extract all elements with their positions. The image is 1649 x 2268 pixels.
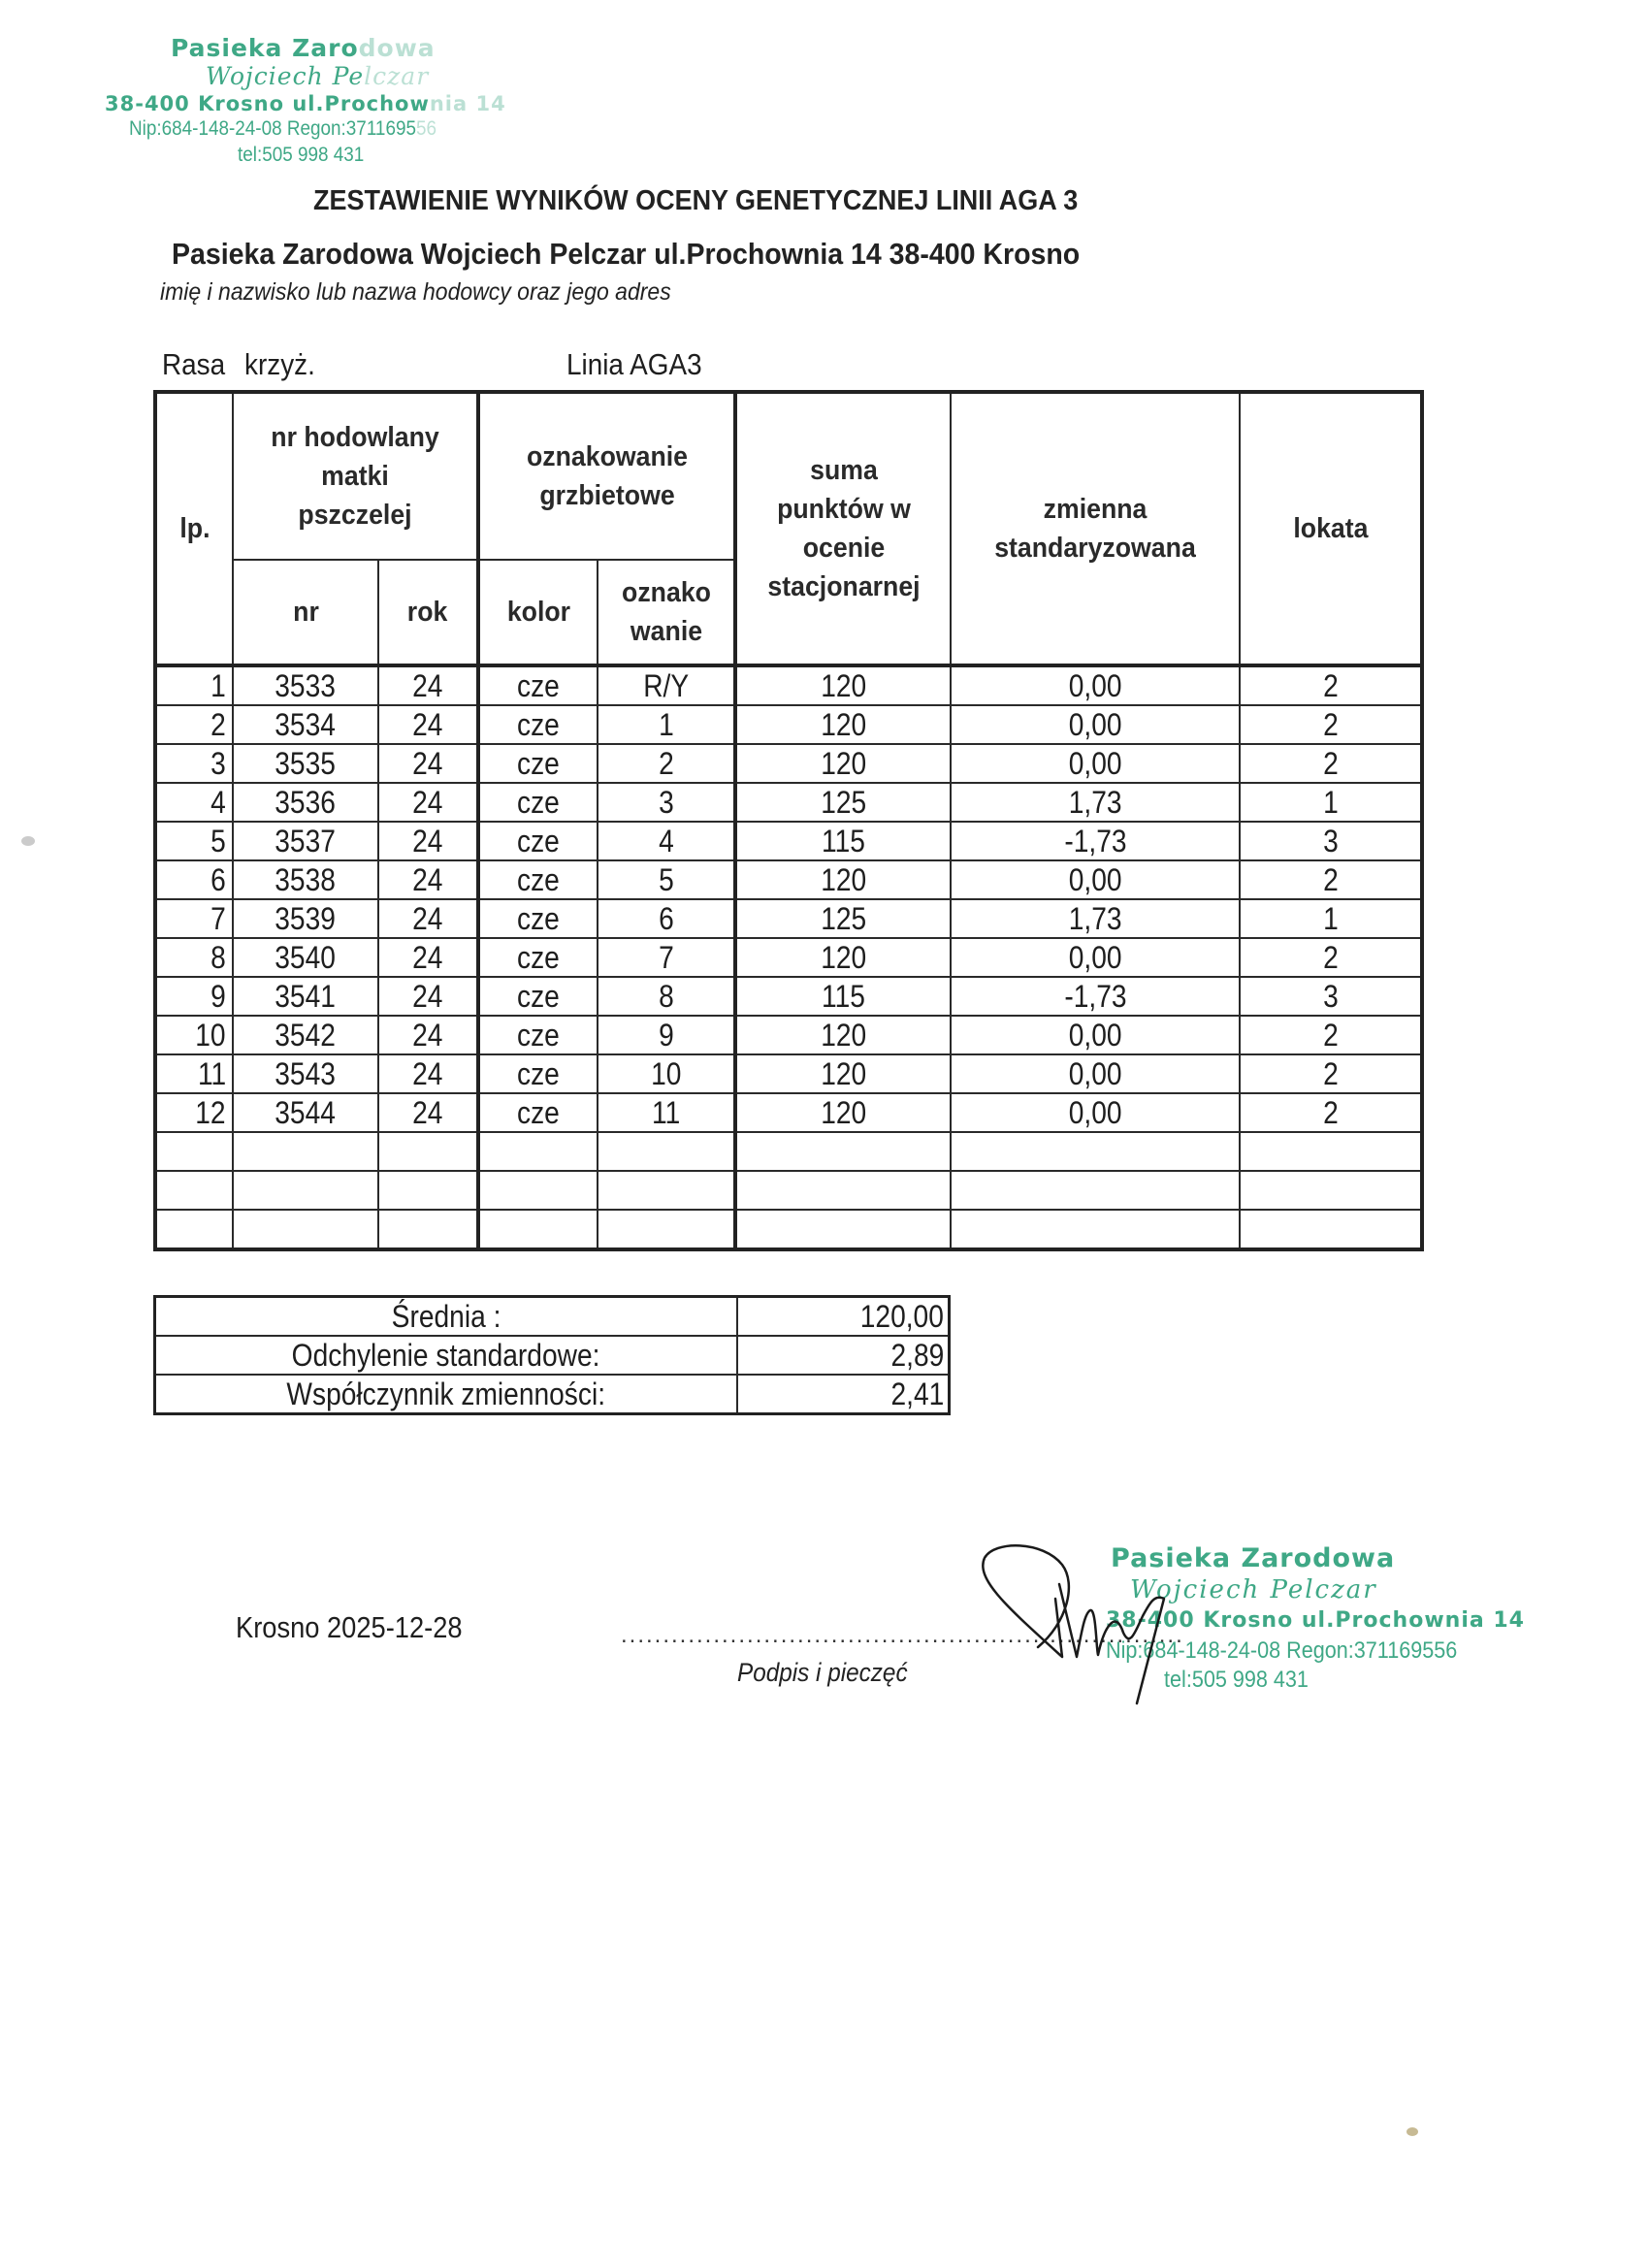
cell-oznakowanie: [598, 860, 735, 899]
breeder-name-address: Pasieka Zarodowa Wojciech Pelczar ul.Prochownia 14 38-400 Krosno: [172, 237, 1081, 271]
cell-value: 24: [412, 824, 443, 859]
cell-value: 2: [1322, 1018, 1339, 1053]
header-oznakowanie: oznako wanie: [598, 560, 735, 665]
cell-value: cze: [517, 668, 560, 703]
cell-lokata: [1240, 783, 1422, 822]
breed-label-text: Rasa: [162, 347, 226, 381]
cell-value: 120: [821, 1018, 866, 1053]
cell-rok: [378, 977, 478, 1016]
table-row-empty: [155, 1132, 1422, 1171]
cell-kolor: [478, 665, 598, 705]
cell-lp: [155, 783, 233, 822]
cell-value: 2: [658, 746, 674, 781]
cell-value: cze: [517, 979, 560, 1014]
cell-value: 9: [210, 979, 226, 1014]
cell-value: 4: [210, 785, 226, 820]
cell-kolor: [478, 1171, 598, 1210]
cell-lokata: [1240, 899, 1422, 938]
cell-suma: [735, 1132, 951, 1171]
cell-kolor: [478, 860, 598, 899]
sd-label: Odchylenie standardowe:: [155, 1336, 738, 1375]
header-sum-points: suma punktów w ocenie stacjonarnej: [735, 392, 951, 665]
cell-value: cze: [517, 1056, 560, 1091]
cell-kolor: [478, 705, 598, 744]
cell-nr: [233, 899, 378, 938]
cell-lp: [155, 822, 233, 860]
cell-nr: [233, 860, 378, 899]
cell-value: 2: [1322, 668, 1339, 703]
stamp-phone: tel:505 998 431: [1164, 1667, 1309, 1693]
cell-lokata: [1240, 705, 1422, 744]
cell-kolor: [478, 744, 598, 783]
cell-value: cze: [517, 707, 560, 742]
cell-value: 3542: [275, 1018, 337, 1053]
cell-value: 24: [412, 668, 443, 703]
results-table: [153, 390, 1424, 1251]
cell-suma: [735, 1210, 951, 1249]
cell-zmienna: [951, 744, 1240, 783]
stamp-nip-regon: Nip:684-148-24-08 Regon:371169556: [1106, 1637, 1458, 1664]
cell-zmienna: [951, 1171, 1240, 1210]
header-standardized-variable: zmienna standaryzowana: [951, 392, 1240, 665]
cell-suma: [735, 860, 951, 899]
cell-nr: [233, 783, 378, 822]
cell-nr: [233, 1054, 378, 1093]
cell-zmienna: [951, 822, 1240, 860]
cell-suma: [735, 1016, 951, 1054]
cell-lp: [155, 705, 233, 744]
header-kolor: kolor: [478, 560, 598, 665]
cell-lp: [155, 1016, 233, 1054]
cell-lp: [155, 744, 233, 783]
cell-suma: [735, 938, 951, 977]
cell-value: 120: [821, 862, 866, 897]
cell-value: 0,00: [1068, 707, 1122, 742]
cell-oznakowanie: [598, 705, 735, 744]
scan-speck: [1406, 2127, 1418, 2136]
cell-lp: [155, 1093, 233, 1132]
cell-value: 12: [195, 1095, 226, 1130]
cell-nr: [233, 977, 378, 1016]
stamp-company-name: Pasieka Zarodowa: [171, 34, 436, 62]
cell-value: 120: [821, 1095, 866, 1130]
cell-value: 24: [412, 1056, 443, 1091]
cell-value: 3541: [275, 979, 337, 1014]
header-rok: rok: [378, 560, 478, 665]
cell-value: cze: [517, 862, 560, 897]
signature-caption: Podpis i pieczęć: [737, 1658, 908, 1687]
cell-rok: [378, 1132, 478, 1171]
cell-value: 125: [821, 901, 866, 936]
cell-value: 0,00: [1068, 1056, 1122, 1091]
cell-value: 3539: [275, 901, 337, 936]
cell-rok: [378, 783, 478, 822]
cell-value: cze: [517, 940, 560, 975]
cell-suma: [735, 977, 951, 1016]
cell-value: 24: [412, 862, 443, 897]
cell-value: 0,00: [1068, 746, 1122, 781]
breed-value: krzyż.: [244, 347, 315, 381]
cell-lokata: [1240, 1093, 1422, 1132]
line-label: Linia AGA3: [566, 347, 702, 381]
table-row-empty: [155, 1171, 1422, 1210]
cell-suma: [735, 783, 951, 822]
cell-value: 3536: [275, 785, 337, 820]
mean-label: Średnia :: [155, 1297, 738, 1337]
cell-value: 2: [1322, 862, 1339, 897]
table-row: [155, 1054, 1422, 1093]
table-row: [155, 938, 1422, 977]
cell-lp: [155, 977, 233, 1016]
cell-value: 3: [658, 785, 674, 820]
cell-value: 1: [210, 668, 226, 703]
cell-zmienna: [951, 977, 1240, 1016]
cell-oznakowanie: [598, 1016, 735, 1054]
cell-zmienna: [951, 1132, 1240, 1171]
cell-lp: [155, 860, 233, 899]
cell-rok: [378, 744, 478, 783]
cell-lp: [155, 1171, 233, 1210]
cell-kolor: [478, 899, 598, 938]
cell-value: 1,73: [1068, 785, 1122, 820]
cell-rok: [378, 1171, 478, 1210]
cell-oznakowanie: [598, 744, 735, 783]
cell-value: 24: [412, 979, 443, 1014]
cell-value: 3540: [275, 940, 337, 975]
cell-nr: [233, 1016, 378, 1054]
cell-value: 24: [412, 1018, 443, 1053]
sd-value: 2,89: [737, 1336, 950, 1375]
cell-rok: [378, 1016, 478, 1054]
cell-suma: [735, 1171, 951, 1210]
cell-lokata: [1240, 744, 1422, 783]
cell-value: 0,00: [1068, 940, 1122, 975]
table-row: [155, 783, 1422, 822]
cell-nr: [233, 1210, 378, 1249]
cell-lp: [155, 1054, 233, 1093]
cell-rok: [378, 1093, 478, 1132]
cell-kolor: [478, 1132, 598, 1171]
cell-value: 4: [658, 824, 674, 859]
cell-rok: [378, 860, 478, 899]
cell-lokata: [1240, 1171, 1422, 1210]
cell-value: 3: [210, 746, 226, 781]
cell-value: 3533: [275, 668, 337, 703]
cell-value: cze: [517, 1095, 560, 1130]
cell-value: 6: [210, 862, 226, 897]
cell-value: cze: [517, 746, 560, 781]
cell-value: 120: [821, 668, 866, 703]
cell-oznakowanie: [598, 977, 735, 1016]
cell-oznakowanie: [598, 822, 735, 860]
cell-value: cze: [517, 785, 560, 820]
cell-value: 2: [1322, 940, 1339, 975]
cell-value: 24: [412, 785, 443, 820]
table-row: [155, 977, 1422, 1016]
cell-oznakowanie: [598, 665, 735, 705]
cell-lp: [155, 938, 233, 977]
cell-kolor: [478, 1210, 598, 1249]
cell-nr: [233, 1093, 378, 1132]
cell-value: 24: [412, 1095, 443, 1130]
cell-lokata: [1240, 938, 1422, 977]
cell-zmienna: [951, 1093, 1240, 1132]
cell-value: 2: [1322, 1095, 1339, 1130]
cell-nr: [233, 822, 378, 860]
cell-suma: [735, 822, 951, 860]
cell-oznakowanie: [598, 899, 735, 938]
cell-rok: [378, 938, 478, 977]
table-row: [155, 705, 1422, 744]
cell-value: 120: [821, 1056, 866, 1091]
stamp-owner-name: Wojciech Pelczar: [206, 62, 430, 90]
header-queen-number: nr hodowlany matki pszczelej: [233, 392, 478, 560]
cell-value: 0,00: [1068, 668, 1122, 703]
cell-nr: [233, 1171, 378, 1210]
cell-value: 5: [658, 862, 674, 897]
cell-zmienna: [951, 783, 1240, 822]
stamp-nip-regon: Nip:684-148-24-08 Regon:371169556: [129, 117, 437, 140]
cell-lokata: [1240, 977, 1422, 1016]
cell-value: 8: [658, 979, 674, 1014]
cell-lokata: [1240, 1054, 1422, 1093]
cell-value: 5: [210, 824, 226, 859]
cell-value: 3537: [275, 824, 337, 859]
cell-zmienna: [951, 899, 1240, 938]
cell-value: 24: [412, 746, 443, 781]
table-row-empty: [155, 1210, 1422, 1249]
summary-row-cv: [155, 1375, 950, 1414]
table-row: [155, 822, 1422, 860]
cell-oznakowanie: [598, 938, 735, 977]
cell-oznakowanie: [598, 1054, 735, 1093]
cell-value: 3535: [275, 746, 337, 781]
cell-value: cze: [517, 824, 560, 859]
cell-nr: [233, 665, 378, 705]
cell-suma: [735, 665, 951, 705]
cell-value: 24: [412, 707, 443, 742]
table-row: [155, 1093, 1422, 1132]
cell-value: 0,00: [1068, 1095, 1122, 1130]
cell-suma: [735, 1054, 951, 1093]
cell-oznakowanie: [598, 783, 735, 822]
cell-zmienna: [951, 1210, 1240, 1249]
cell-zmienna: [951, 938, 1240, 977]
cell-zmienna: [951, 1054, 1240, 1093]
header-rank: lokata: [1240, 392, 1422, 665]
breed-label: [162, 347, 226, 382]
cell-value: 120: [821, 746, 866, 781]
cell-oznakowanie: [598, 1132, 735, 1171]
cell-value: 3: [1322, 979, 1339, 1014]
cell-value: 2: [1322, 1056, 1339, 1091]
cell-value: 3534: [275, 707, 337, 742]
summary-row-sd: [155, 1336, 950, 1375]
cell-lp: [155, 1210, 233, 1249]
stamp-owner-name: Wojciech Pelczar: [1130, 1575, 1377, 1604]
cell-oznakowanie: [598, 1171, 735, 1210]
cell-lokata: [1240, 1016, 1422, 1054]
cell-value: 9: [658, 1018, 674, 1053]
stamp-company-name: Pasieka Zarodowa: [1111, 1543, 1396, 1573]
header-marking: oznakowanie grzbietowe: [478, 392, 735, 560]
table-row: [155, 744, 1422, 783]
table-row: [155, 899, 1422, 938]
header-nr: nr: [233, 560, 378, 665]
cell-value: 1: [1322, 901, 1339, 936]
cell-kolor: [478, 822, 598, 860]
cell-kolor: [478, 977, 598, 1016]
cell-rok: [378, 665, 478, 705]
cell-suma: [735, 705, 951, 744]
cell-value: 115: [822, 824, 865, 859]
cell-value: 1: [1322, 785, 1339, 820]
cell-value: 10: [650, 1056, 682, 1091]
cell-zmienna: [951, 1016, 1240, 1054]
cell-rok: [378, 1054, 478, 1093]
cell-value: 2: [1322, 707, 1339, 742]
cell-value: cze: [517, 901, 560, 936]
cell-value: 3538: [275, 862, 337, 897]
summary-row-mean: [155, 1297, 950, 1337]
header-lp: lp.: [155, 392, 233, 665]
table-row: [155, 1016, 1422, 1054]
cell-zmienna: [951, 665, 1240, 705]
cell-value: 24: [412, 940, 443, 975]
cell-nr: [233, 744, 378, 783]
cell-kolor: [478, 1016, 598, 1054]
cell-value: 2: [1322, 746, 1339, 781]
cell-value: 3: [1322, 824, 1339, 859]
cell-zmienna: [951, 705, 1240, 744]
stamp-phone: tel:505 998 431: [238, 144, 365, 166]
cell-lokata: [1240, 1210, 1422, 1249]
table-row: [155, 860, 1422, 899]
cell-oznakowanie: [598, 1093, 735, 1132]
stamp-address: 38-400 Krosno ul.Prochownia 14: [105, 92, 506, 115]
cell-kolor: [478, 783, 598, 822]
cell-rok: [378, 705, 478, 744]
cell-value: 1: [658, 707, 674, 742]
cell-value: 125: [821, 785, 866, 820]
cell-value: 10: [195, 1018, 226, 1053]
cell-value: 11: [197, 1056, 226, 1091]
cell-lokata: [1240, 822, 1422, 860]
place-date: Krosno 2025-12-28: [236, 1610, 463, 1644]
cell-nr: [233, 705, 378, 744]
cell-value: 2: [210, 707, 226, 742]
cell-lp: [155, 1132, 233, 1171]
cell-suma: [735, 1093, 951, 1132]
cell-value: 7: [210, 901, 226, 936]
cell-value: 8: [210, 940, 226, 975]
cell-value: 6: [658, 901, 674, 936]
cell-lp: [155, 899, 233, 938]
cell-value: 1,73: [1068, 901, 1122, 936]
breeder-caption: imię i nazwisko lub nazwa hodowcy oraz jego adres: [160, 278, 671, 306]
cell-suma: [735, 899, 951, 938]
cell-value: 3544: [275, 1095, 337, 1130]
cell-zmienna: [951, 860, 1240, 899]
cell-value: 120: [821, 707, 866, 742]
cell-nr: [233, 1132, 378, 1171]
cell-lp: [155, 665, 233, 705]
cell-rok: [378, 899, 478, 938]
cell-value: 120: [821, 940, 866, 975]
mean-value: 120,00: [737, 1297, 950, 1337]
document-title: ZESTAWIENIE WYNIKÓW OCENY GENETYCZNEJ LINII AGA 3: [313, 185, 1079, 216]
cell-value: 11: [651, 1095, 681, 1130]
cell-value: cze: [517, 1018, 560, 1053]
cell-value: 7: [658, 940, 674, 975]
cell-value: -1,73: [1063, 979, 1127, 1014]
summary-table: [153, 1295, 951, 1415]
cv-value: 2,41: [737, 1375, 950, 1414]
scan-speck: [21, 836, 35, 846]
cell-value: 0,00: [1068, 862, 1122, 897]
cell-rok: [378, 822, 478, 860]
cell-kolor: [478, 1054, 598, 1093]
cell-oznakowanie: [598, 1210, 735, 1249]
signature-line: ...................................................................: [621, 1622, 1184, 1648]
cell-value: -1,73: [1063, 824, 1127, 859]
cell-value: 3543: [275, 1056, 337, 1091]
table-row: [155, 665, 1422, 705]
cell-lokata: [1240, 860, 1422, 899]
cell-rok: [378, 1210, 478, 1249]
cell-value: 0,00: [1068, 1018, 1122, 1053]
cell-nr: [233, 938, 378, 977]
cell-lokata: [1240, 1132, 1422, 1171]
cell-kolor: [478, 938, 598, 977]
cell-kolor: [478, 1093, 598, 1132]
cell-value: 115: [822, 979, 865, 1014]
cell-value: 24: [412, 901, 443, 936]
cell-value: R/Y: [643, 668, 689, 703]
cell-lokata: [1240, 665, 1422, 705]
handwritten-signature: [970, 1540, 1319, 1705]
stamp-address: 38-400 Krosno ul.Prochownia 14: [1106, 1608, 1525, 1633]
cv-label: Współczynnik zmienności:: [155, 1375, 738, 1414]
cell-suma: [735, 744, 951, 783]
